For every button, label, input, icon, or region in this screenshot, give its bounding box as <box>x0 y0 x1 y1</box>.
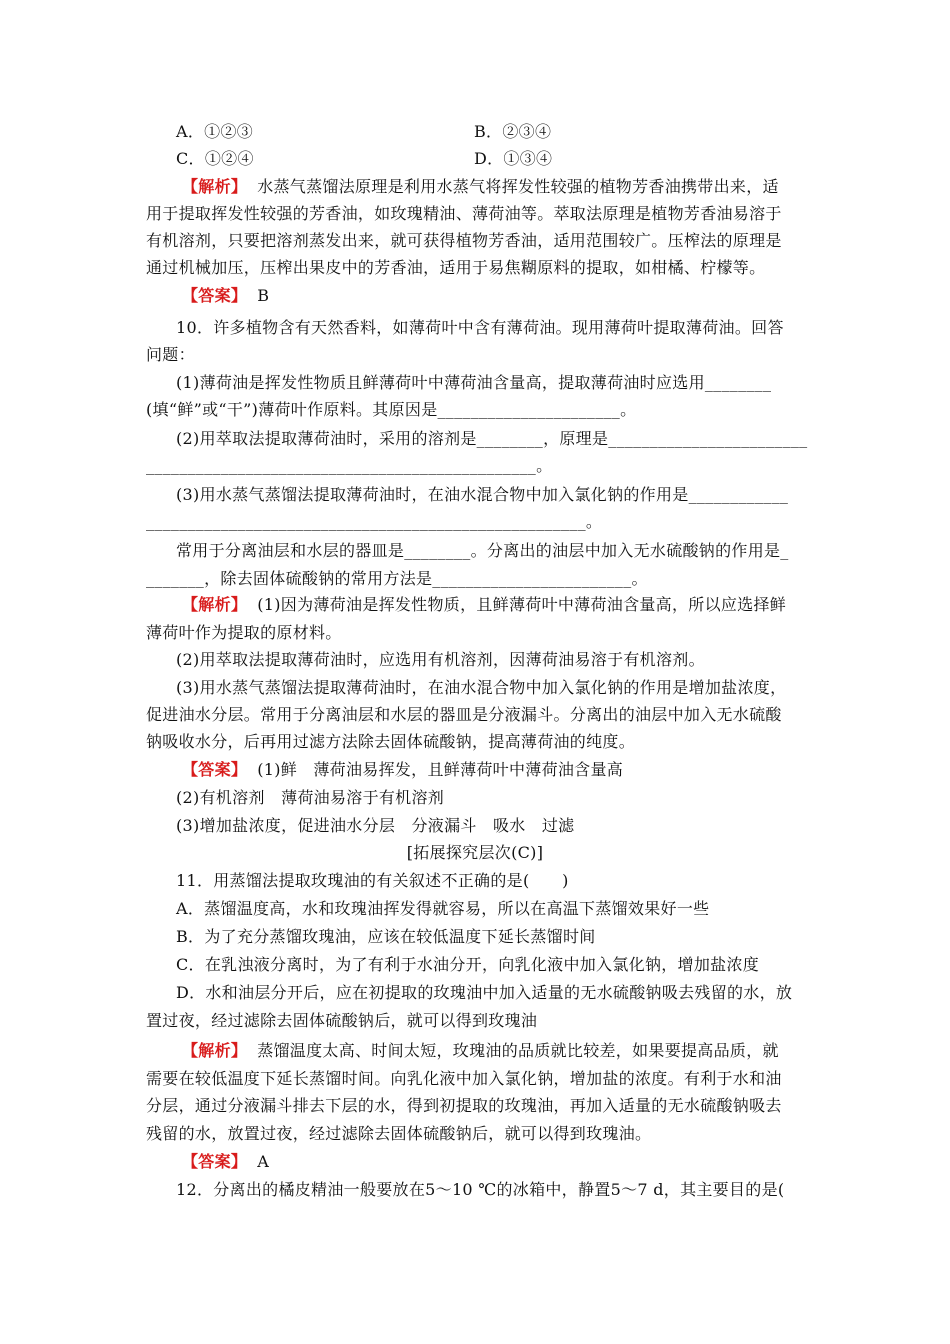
q9-option-c: C．①②④ <box>176 149 254 168</box>
q10-part4: 常用于分离油层和水层的器皿是________。分离出的油层中加入无水硫酸钠的作用是_ <box>176 541 789 560</box>
q9-analysis-line: 用于提取挥发性较强的芳香油，如玫瑰精油、薄荷油等。萃取法原理是植物芳香油易溶于 <box>146 204 782 223</box>
analysis-tag: 【解析】 <box>182 177 248 196</box>
q9-analysis-line: 有机溶剂，只要把溶剂蒸发出来，就可获得植物芳香油，适用范围较广。压榨法的原理是 <box>146 231 782 250</box>
q9-option-d: D．①③④ <box>474 149 553 168</box>
q10-answer-line: 【答案】 (1)鲜 薄荷油易挥发，且鲜薄荷叶中薄荷油含量高 <box>182 760 624 779</box>
q11-option-a: A．蒸馏温度高，水和玫瑰油挥发得就容易，所以在高温下蒸馏效果好一些 <box>176 899 710 918</box>
q10-analysis-line: 【解析】 (1)因为薄荷油是挥发性物质，且鲜薄荷叶中薄荷油含量高，所以应选择鲜 <box>182 595 787 614</box>
q10-part4: _______，除去固体硫酸钠的常用方法是________________________。 <box>146 569 648 588</box>
q11-option-d: D．水和油层分开后，应在初提取的玫瑰油中加入适量的无水硫酸钠吸去残留的水，放 <box>176 983 793 1002</box>
answer-tag: 【答案】 <box>182 760 248 779</box>
q11-option-b: B．为了充分蒸馏玫瑰油，应该在较低温度下延长蒸馏时间 <box>176 927 596 946</box>
analysis-tag: 【解析】 <box>182 595 248 614</box>
q9-option-b: B．②③④ <box>474 122 552 141</box>
answer-tag: 【答案】 <box>182 1152 248 1171</box>
q11-option-c: C．在乳浊液分离时，为了有利于水油分开，向乳化液中加入氯化钠，增加盐浓度 <box>176 955 760 974</box>
q10-part3: (3)用水蒸气蒸馏法提取薄荷油时，在油水混合物中加入氯化钠的作用是____________ <box>176 485 789 504</box>
q10-analysis-line: (3)用水蒸气蒸馏法提取薄荷油时，在油水混合物中加入氯化钠的作用是增加盐浓度， <box>176 678 787 697</box>
q10-part3: _____________________________________________________。 <box>146 512 603 531</box>
q10-stem: 问题： <box>146 345 195 364</box>
q10-analysis-line: (2)用萃取法提取薄荷油时，应选用有机溶剂，因薄荷油易溶于有机溶剂。 <box>176 650 705 669</box>
q11-answer: 【答案】 A <box>182 1152 270 1171</box>
answer-tag: 【答案】 <box>182 286 248 305</box>
q11-analysis-line: 分层，通过分液漏斗排去下层的水，得到初提取的玫瑰油，再加入适量的无水硫酸钠吸去 <box>146 1096 782 1115</box>
q10-answer-line: (2)有机溶剂 薄荷油易溶于有机溶剂 <box>176 788 445 807</box>
analysis-tag: 【解析】 <box>182 1041 248 1060</box>
q10-part2: _______________________________________________。 <box>146 456 553 475</box>
q10-part1: (1)薄荷油是挥发性物质且鲜薄荷叶中薄荷油含量高，提取薄荷油时应选用________ <box>176 373 772 392</box>
q10-part2: (2)用萃取法提取薄荷油时，采用的溶剂是________，原理是________________________ <box>176 429 808 448</box>
q10-analysis-line: 促进油水分层。常用于分离油层和水层的器皿是分液漏斗。分离出的油层中加入无水硫酸 <box>146 705 782 724</box>
q10-analysis-line: 薄荷叶作为提取的原材料。 <box>146 623 342 642</box>
q11-analysis-line: 需要在较低温度下延长蒸馏时间。向乳化液中加入氯化钠，增加盐的浓度。有利于水和油 <box>146 1069 782 1088</box>
q10-analysis-line: 钠吸收水分，后再用过滤方法除去固体硫酸钠，提高薄荷油的纯度。 <box>146 732 636 751</box>
q10-part1: (填“鲜”或“干”)薄荷叶作原料。其原因是______________________。 <box>146 400 637 419</box>
q11-option-d: 置过夜，经过滤除去固体硫酸钠后，就可以得到玫瑰油 <box>146 1011 538 1030</box>
q11-analysis-line: 残留的水，放置过夜，经过滤除去固体硫酸钠后，就可以得到玫瑰油。 <box>146 1124 652 1143</box>
q10-answer-line: (3)增加盐浓度，促进油水分层 分液漏斗 吸水 过滤 <box>176 816 575 835</box>
q9-analysis-line: 通过机械加压，压榨出果皮中的芳香油，适用于易焦糊原料的提取，如柑橘、柠檬等。 <box>146 258 766 277</box>
q9-option-a: A．①②③ <box>176 122 254 141</box>
section-title: [拓展探究层次(C)] <box>406 843 544 862</box>
q12-stem: 12．分离出的橘皮精油一般要放在5～10 ℃的冰箱中，静置5～7 d，其主要目的是( <box>176 1180 785 1199</box>
q10-stem: 10．许多植物含有天然香料，如薄荷叶中含有薄荷油。现用薄荷叶提取薄荷油。回答 <box>176 318 784 337</box>
q9-answer: 【答案】 B <box>182 286 270 305</box>
q11-stem: 11．用蒸馏法提取玫瑰油的有关叙述不正确的是( ) <box>176 871 569 890</box>
q11-analysis-line: 【解析】 蒸馏温度太高、时间太短，玫瑰油的品质就比较差，如果要提高品质，就 <box>182 1041 779 1060</box>
q9-analysis-line: 【解析】 水蒸气蒸馏法原理是利用水蒸气将挥发性较强的植物芳香油携带出来，适 <box>182 177 779 196</box>
